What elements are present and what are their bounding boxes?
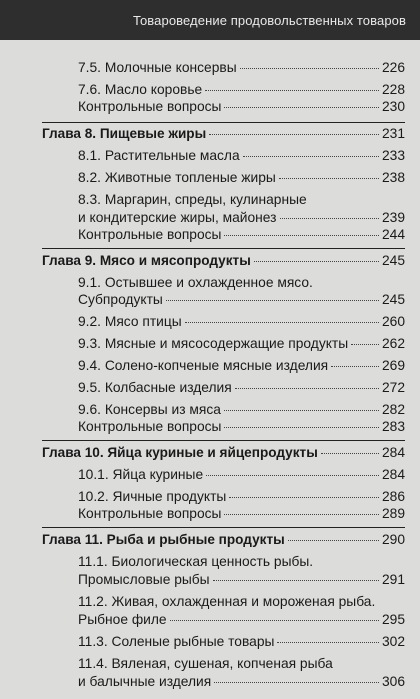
toc-chapter: Глава 9. Мясо и мясопродукты 245 — [42, 253, 405, 268]
header-title: Товароведение продовольственных товаров — [132, 13, 406, 28]
toc-entry: Контрольные вопросы 283 — [78, 419, 405, 434]
chapter-separator — [42, 440, 405, 441]
toc-entry: 9.6. Консервы из мяса 282 — [78, 402, 405, 417]
toc-entry-line1: 11.4. Вяленая, сушеная, копченая рыба — [78, 656, 333, 671]
toc-entry: и кондитерские жиры, майонез 239 — [78, 210, 405, 225]
toc-chapter: Глава 8. Пищевые жиры 231 — [42, 126, 405, 141]
toc-entry: Промысловые рыбы 291 — [78, 572, 405, 587]
toc-entry: 9.3. Мясные и мясосодержащие продукты 262 — [78, 336, 405, 351]
toc-entry: 10.2. Яичные продукты 286 — [78, 489, 405, 504]
toc-entry-line1: 11.1. Биологическая ценность рыбы. — [78, 554, 314, 569]
toc-entry: 11.3. Соленые рыбные товары 302 — [78, 634, 405, 649]
chapter-separator — [42, 122, 405, 123]
toc-entry: 8.2. Животные топленые жиры 238 — [78, 170, 405, 185]
toc-entry: 9.2. Мясо птицы 260 — [78, 314, 405, 329]
toc-entry: Субпродукты 245 — [78, 292, 405, 307]
toc-chapter: Глава 10. Яйца куриные и яйцепродукты 284 — [42, 445, 405, 460]
toc-entry: Контрольные вопросы 244 — [78, 227, 405, 242]
toc-entry: 9.4. Солено-копченые мясные изделия 269 — [78, 358, 405, 373]
toc-chapter: Глава 11. Рыба и рыбные продукты 290 — [42, 532, 405, 547]
toc-entry: Рыбное филе 295 — [78, 612, 405, 627]
toc-entry: 8.1. Растительные масла 233 — [78, 148, 405, 163]
toc-entry: 7.5. Молочные консервы 226 — [78, 60, 405, 75]
toc-entry: 9.5. Колбасные изделия 272 — [78, 380, 405, 395]
toc-entry: и балычные изделия 306 — [78, 674, 405, 689]
chapter-separator — [42, 248, 405, 249]
toc-entry-line1: 11.2. Живая, охлажденная и мороженая рыба. — [78, 594, 376, 609]
toc-entry: Контрольные вопросы 230 — [78, 99, 405, 114]
running-header — [0, 0, 420, 40]
toc-entry-line1: 9.1. Остывшее и охлажденное мясо. — [78, 275, 313, 290]
chapter-separator — [42, 527, 405, 528]
toc-entry: Контрольные вопросы 289 — [78, 506, 405, 521]
toc-entry-line1: 8.3. Маргарин, спреды, кулинарные — [78, 192, 307, 207]
toc-entry: 10.1. Яйца куриные 284 — [78, 467, 405, 482]
toc-entry: 7.6. Масло коровье 228 — [78, 82, 405, 97]
